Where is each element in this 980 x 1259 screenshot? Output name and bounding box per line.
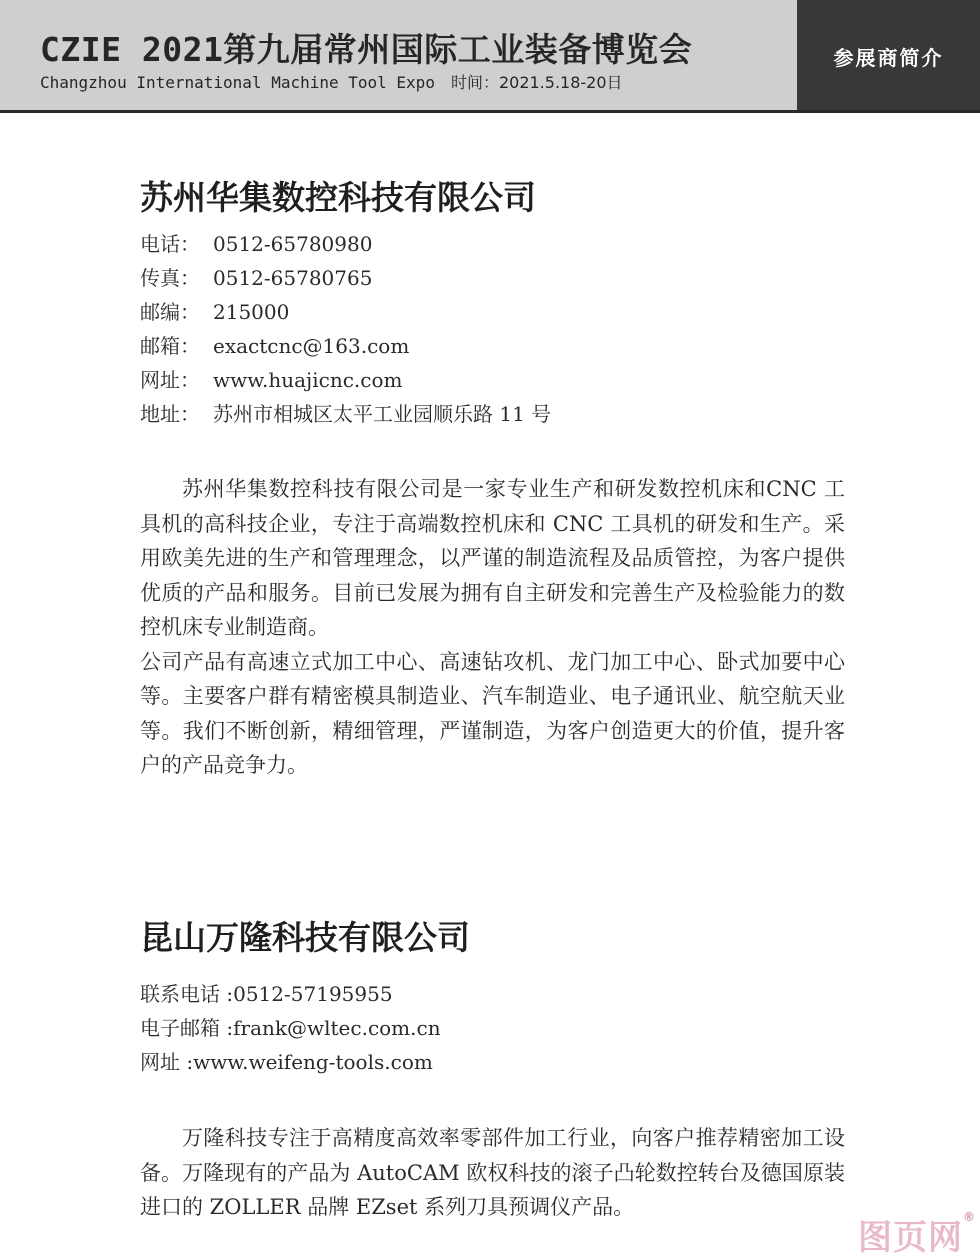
expo-english-name: Changzhou International Machine Tool Expo [40,73,435,92]
description-paragraph: 万隆科技专注于高精度高效率零部件加工行业，向客户推荐精密加工设备。万隆现有的产品为 AutoCAM 欧权科技的滚子凸轮数控转台及德国原装进口的 ZOLLER 品牌 EZset 系列刀具预调仪产品。 [140,1126,845,1219]
contact-value: 215000 [213,300,290,324]
contact-value: frank@wltec.com.cn [233,1016,441,1040]
expo-subtitle [40,70,623,93]
contact-value: 0512-65780980 [213,232,373,256]
contact-value: 0512-65780765 [213,266,373,290]
company-2-contacts [140,977,441,1079]
section-tab-label: 参展商简介 [833,46,944,70]
contact-email [140,1011,441,1045]
contact-value: 苏州市相城区太平工业园顺乐路 11 号 [213,402,552,426]
contact-website [140,1045,441,1079]
contact-postcode [140,295,551,329]
contact-phone [140,977,441,1011]
header-divider [0,110,980,113]
contact-label: 电子邮箱 : [140,1016,234,1040]
contact-phone [140,227,551,261]
section-tab [797,0,980,113]
contact-address [140,397,551,431]
page-header [0,0,980,113]
expo-title: CZIE 2021第九届常州国际工业装备博览会 [40,30,693,69]
contact-label: 电话： [140,232,200,256]
expo-date: 时间：2021.5.18-20日 [450,73,623,92]
contact-label: 邮箱： [140,334,200,358]
contact-label: 地址： [140,402,200,426]
contact-label: 网址 : [140,1050,194,1074]
company-2-description [140,1121,845,1225]
description-paragraph: 公司产品有高速立式加工中心、高速钻攻机、龙门加工中心、卧式加要中心等。主要客户群有精密模具制造业、汽车制造业、电子通讯业、航空航天业等。我们不断创新，精细管理，严谨制造，为客户创造更大的价值，提升客户的产品竞争力。 [140,649,845,777]
contact-website [140,363,551,397]
company-1-contacts [140,227,551,431]
company-2-name: 昆山万隆科技有限公司 [140,918,470,957]
contact-value: 0512-57195955 [233,982,393,1006]
contact-fax [140,261,551,295]
contact-label: 网址： [140,368,200,392]
contact-value: www.weifeng-tools.com [193,1050,433,1074]
contact-value: www.huajicnc.com [213,368,403,392]
company-1-name: 苏州华集数控科技有限公司 [140,178,536,217]
description-paragraph: 苏州华集数控科技有限公司是一家专业生产和研发数控机床和CNC 工具机的高科技企业，专注于高端数控机床和 CNC 工具机的研发和生产。采用欧美先进的生产和管理理念，以严谨的制造流程及品质管控，为客户提供优质的产品和服务。目前已发展为拥有自主研发和完善生产及检验能力的数控机床专业制造商。 [140,477,845,639]
site-watermark-logo [858,1210,976,1259]
contact-value: exactcnc@163.com [213,334,410,358]
contact-label: 传真： [140,266,200,290]
company-1-description [140,472,845,783]
contact-email [140,329,551,363]
contact-label: 邮编： [140,300,200,324]
registered-mark-icon: ® [963,1210,976,1224]
contact-label: 联系电话 : [140,982,234,1006]
watermark-text: 图页网 [858,1218,963,1258]
